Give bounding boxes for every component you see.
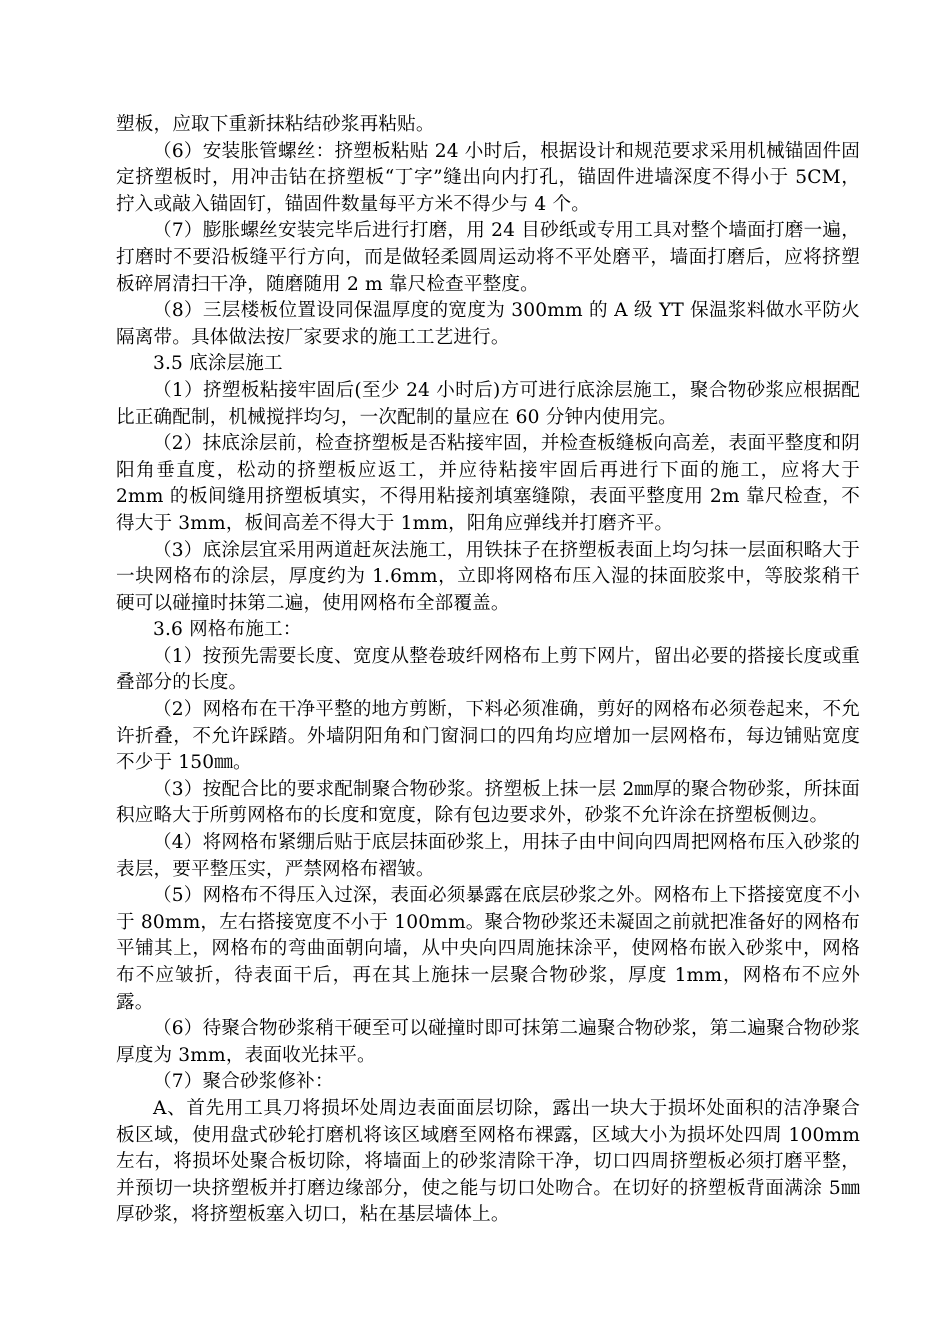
- paragraph-mesh-6: （6）待聚合物砂浆稍干硬至可以碰撞时即可抹第二遍聚合物砂浆，第二遍聚合物砂浆厚度为 3mm，表面收光抹平。: [116, 1018, 860, 1066]
- section-heading-base-coat: 3.5 底涂层施工: [153, 353, 283, 375]
- paragraph-mesh-5: （5）网格布不得压入过深，表面必须暴露在底层砂浆之外。网格布上下搭接宽度不小于 80mm，左右搭接宽度不小于 100mm。聚合物砂浆还未凝固之前就把准备好的网格布平铺其上，网格布的弯曲面朝向墙，从中央向四周施抹涂平，使网格布嵌入砂浆中，网格布不应皱折，待表面干后，再在其上施抹一层聚合物砂浆，厚度 1mm，网格布不应外露。: [116, 885, 860, 1013]
- paragraph-base-coat-3: （3）底涂层宜采用两道赶灰法施工，用铁抹子在挤塑板表面上均匀抹一层面积略大于一块网格布的涂层，厚度约为 1.6mm，立即将网格布压入湿的抹面胶浆中，等胶浆稍干硬可以碰撞时抹第二遍，使用网格布全部覆盖。: [116, 539, 860, 614]
- paragraph-mesh-1: （1）按预先需要长度、宽度从整卷玻纤网格布上剪下网片，留出必要的搭接长度或重叠部分的长度。: [116, 645, 860, 694]
- paragraph-mesh-3: （3）按配合比的要求配制聚合物砂浆。挤塑板上抹一层 2㎜厚的聚合物砂浆，所抹面积应略大于所剪网格布的长度和宽度，除有包边要求外，砂浆不允许涂在挤塑板侧边。: [116, 778, 860, 827]
- paragraph-mortar-repair-a: A、首先用工具刀将损坏处周边表面面层切除，露出一块大于损坏处面积的洁净聚合板区域，使用盘式砂轮打磨机将该区域磨至网格布裸露，区域大小为损坏处四周 100mm 左右，将损坏处聚合板切除，将墙面上的砂浆清除干净，切口四周挤塑板必须打磨平整，并预切一块挤塑板并打磨边缘部分，使之能与切口处吻合。在切好的挤塑板背面满涂 5㎜厚砂浆，将挤塑板塞入切口，粘在基层墙体上。: [116, 1097, 860, 1226]
- paragraph-base-coat-2: （2）抹底涂层前，检查挤塑板是否粘接牢固，并检查板缝板向高差，表面平整度和阴阳角垂直度，松动的挤塑板应返工，并应待粘接牢固后再进行下面的施工，应将大于 2mm 的板间缝用挤塑板填实，不得用粘接剂填塞缝隙，表面平整度用 2m 靠尺检查，不得大于 3mm，板间高差不得大于 1mm，阳角应弹线并打磨齐平。: [116, 433, 860, 534]
- paragraph-sanding: （7）膨胀螺丝安装完毕后进行打磨，用 24 目砂纸或专用工具对整个墙面打磨一遍，打磨时不要沿板缝平行方向，而是做轻柔圆周运动将不平处磨平，墙面打磨后，应将挤塑板碎屑清扫干净，随磨随用 2 m 靠尺检查平整度。: [116, 220, 860, 295]
- paragraph-fire-barrier: （8）三层楼板位置设同保温厚度的宽度为 300mm 的 A 级 YT 保温浆料做水平防火隔离带。具体做法按厂家要求的施工工艺进行。: [116, 300, 860, 348]
- paragraph-base-coat-1: （1）挤塑板粘接牢固后(至少 24 小时后)方可进行底涂层施工，聚合物砂浆应根据配比正确配制，机械搅拌均匀，一次配制的量应在 60 分钟内使用完。: [116, 379, 860, 428]
- paragraph-continuation: 塑板，应取下重新抹粘结砂浆再粘贴。: [116, 114, 435, 135]
- body-text: [116, 112, 860, 1229]
- section-heading-mesh: 3.6 网格布施工：: [153, 619, 302, 641]
- paragraph-mesh-4: （4）将网格布紧绷后贴于底层抹面砂浆上，用抹子由中间向四周把网格布压入砂浆的表层，要平整压实，严禁网格布褶皱。: [116, 832, 860, 880]
- paragraph-mesh-2: （2）网格布在干净平整的地方剪断，下料必须准确，剪好的网格布必须卷起来，不允许折叠，不允许踩踏。外墙阴阳角和门窗洞口的四角均应增加一层网格布，每边铺贴宽度不少于 150㎜。: [116, 699, 860, 774]
- paragraph-mortar-repair-heading: （7）聚合砂浆修补：: [153, 1071, 334, 1093]
- paragraph-expansion-bolt-install: （6）安装胀管螺丝：挤塑板粘贴 24 小时后，根据设计和规范要求采用机械锚固件固定挤塑板时，用冲击钻在挤塑板“丁字”缝出向内打孔，锚固件进墙深度不得小于 5CM，拧入或敲入锚固钉，锚固件数量每平方米不得少与 4 个。: [116, 140, 860, 215]
